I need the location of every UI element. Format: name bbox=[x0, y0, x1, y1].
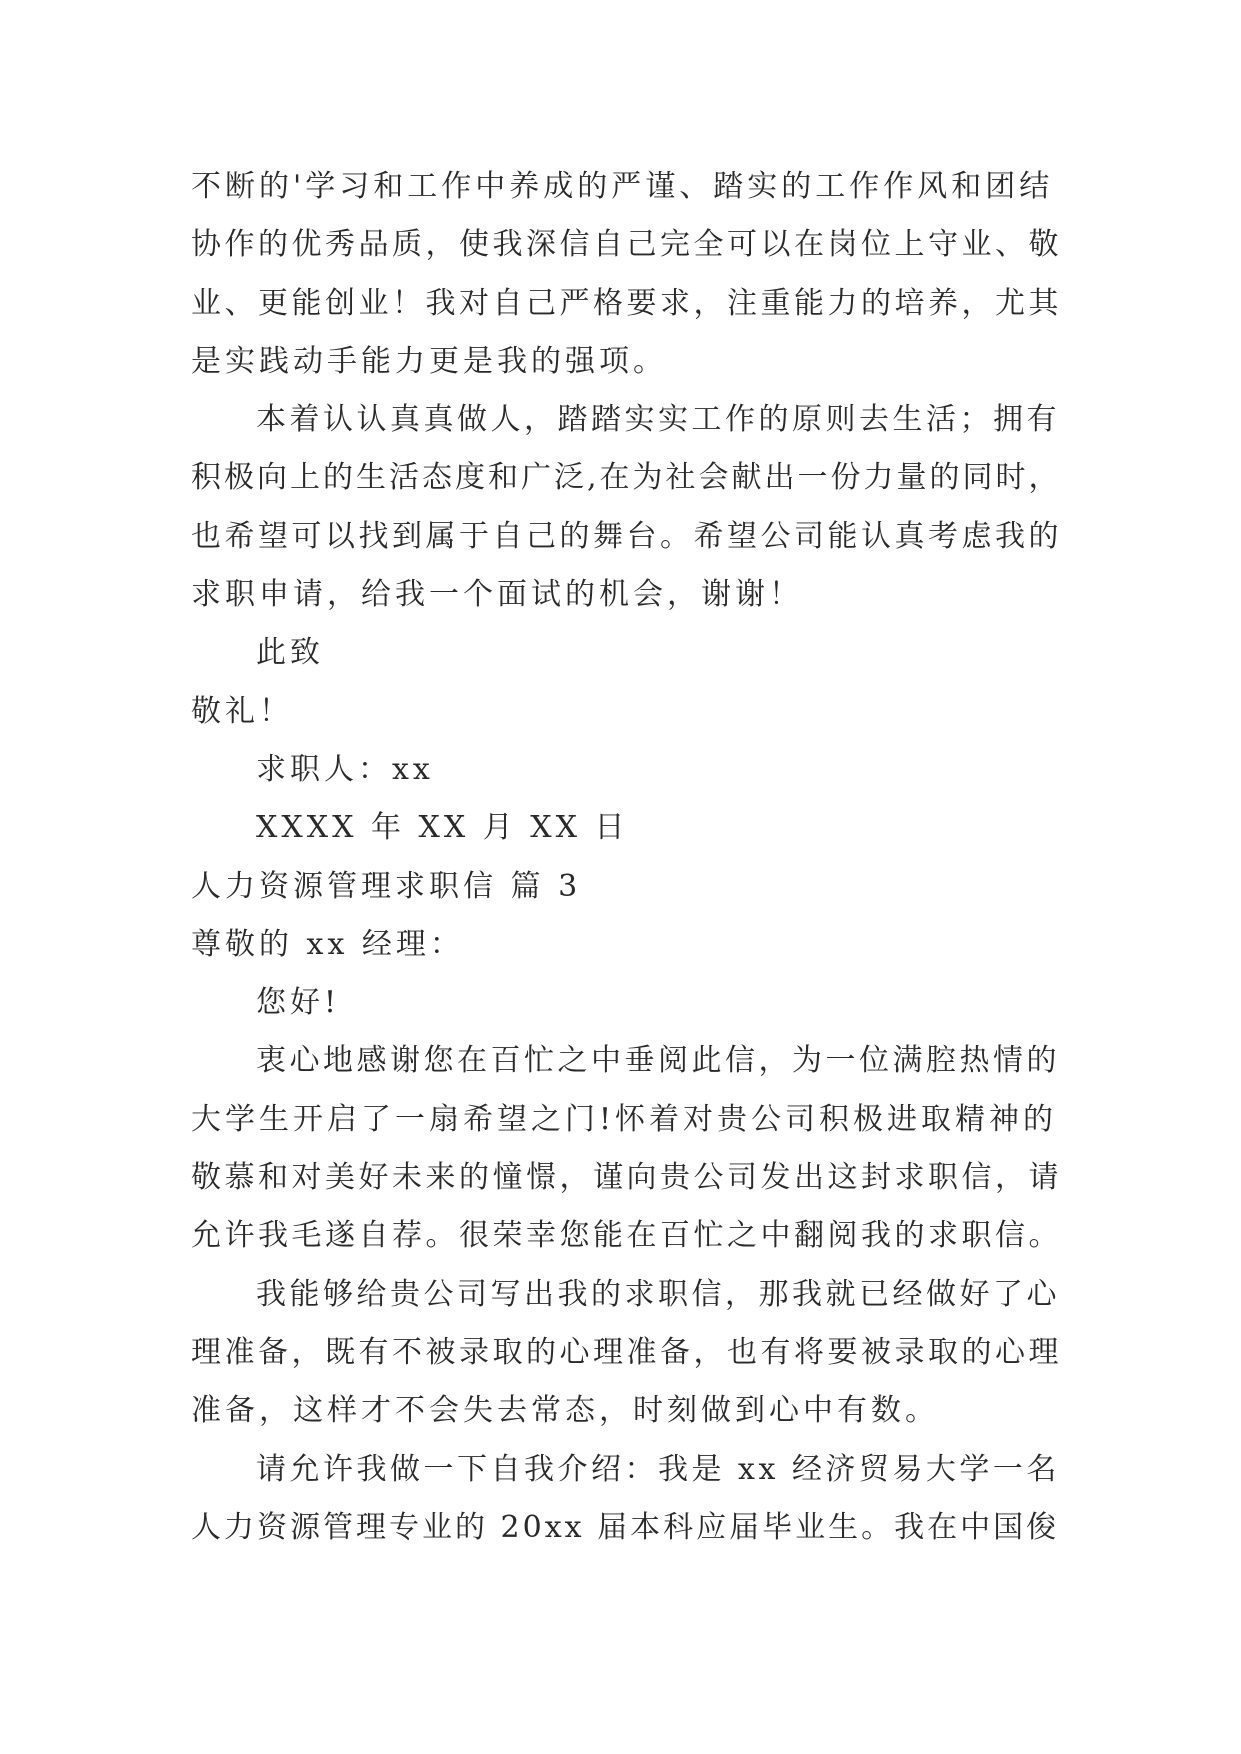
letter-date: XXXX 年 XX 月 XX 日 bbox=[256, 810, 629, 846]
applicant-signature: 求职人：xx bbox=[256, 751, 434, 787]
text-line: 请允许我做一下自我介绍：我是 xx 经济贸易大学一名 bbox=[256, 1451, 1060, 1487]
text-line: 您好! bbox=[256, 985, 341, 1021]
text-line: 求职申请，给我一个面试的机会，谢谢！ bbox=[191, 577, 803, 613]
text-line: 协作的优秀品质，使我深信自己完全可以在岗位上守业、敬 bbox=[191, 227, 1062, 263]
text-line: 敬慕和对美好未来的憧憬，谨向贵公司发出这封求职信，请 bbox=[191, 1160, 1062, 1196]
text-line: 是实践动手能力更是我的强项。 bbox=[191, 343, 667, 379]
text-line: 理准备，既有不被录取的心理准备，也有将要被录取的心理 bbox=[191, 1334, 1062, 1370]
text-line: 允许我毛遂自荐。很荣幸您能在百忙之中翻阅我的求职信。 bbox=[191, 1218, 1062, 1254]
section-heading: 人力资源管理求职信 篇 3 bbox=[191, 868, 582, 904]
text-line: 不断的'学习和工作中养成的严谨、踏实的工作作风和团结 bbox=[191, 169, 1054, 204]
text-line: 我能够给贵公司写出我的求职信，那我就已经做好了心 bbox=[256, 1276, 1060, 1312]
letter-greeting: 尊敬的 xx 经理： bbox=[191, 926, 464, 962]
document-body bbox=[191, 158, 1071, 1557]
closing-salutation: 此致 bbox=[256, 635, 324, 671]
closing-regards: 敬礼！ bbox=[191, 693, 293, 729]
text-line: 人力资源管理专业的 20xx 届本科应届毕业生。我在中国俊 bbox=[191, 1509, 1060, 1545]
text-line: 本着认认真真做人，踏踏实实工作的原则去生活；拥有 bbox=[256, 402, 1060, 438]
text-line: 积极向上的生活态度和广泛,在为社会献出一份力量的同时， bbox=[191, 460, 1062, 496]
text-line: 大学生开启了一扇希望之门!怀着对贵公司积极进取精神的 bbox=[191, 1101, 1058, 1137]
text-line: 衷心地感谢您在百忙之中垂阅此信，为一位满腔热情的 bbox=[256, 1043, 1060, 1079]
text-line: 业、更能创业！我对自己严格要求，注重能力的培养，尤其 bbox=[191, 285, 1062, 321]
text-line: 准备，这样才不会失去常态，时刻做到心中有数。 bbox=[191, 1393, 939, 1429]
text-line: 也希望可以找到属于自己的舞台。希望公司能认真考虑我的 bbox=[191, 518, 1062, 554]
